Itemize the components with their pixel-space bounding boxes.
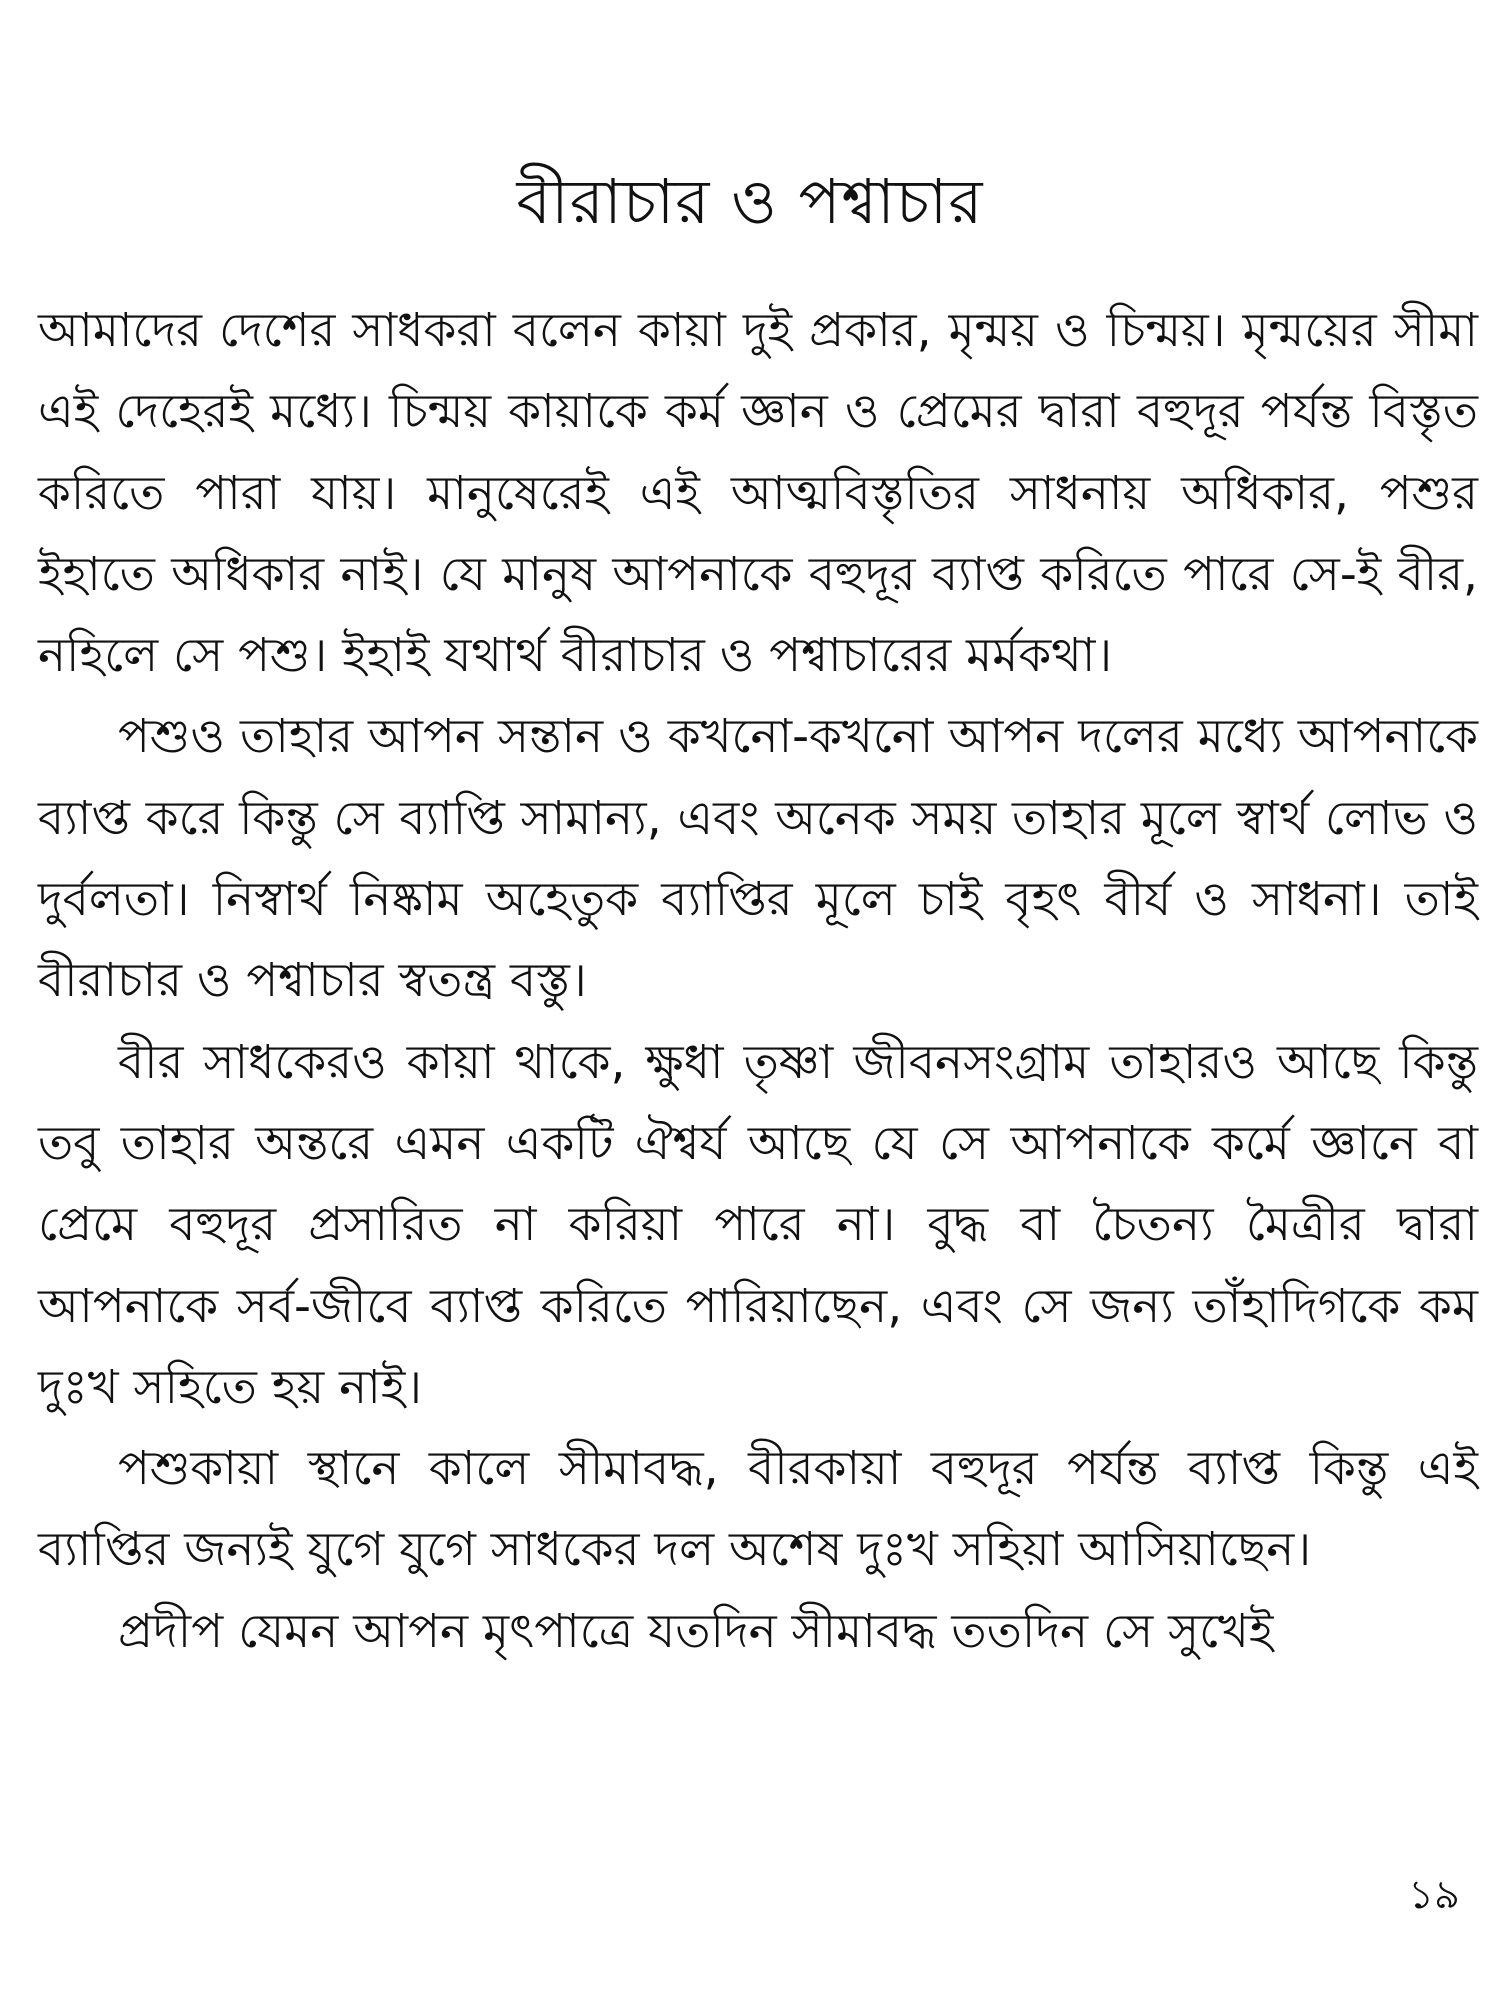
paragraph-1: আমাদের দেশের সাধকরা বলেন কায়া দুই প্রকার, মৃন্ময় ও চিন্ময়। মৃন্ময়ের সীমা এই দেহেরই মধ্যে। চিন্ময় কায়াকে কর্ম জ্ঞান ও প্রেমের দ্বারা বহুদূর পর্যন্ত বিস্তৃত করিতে পারা যায়। মানুষেরেই এই আত্মবিস্তৃতির সাধনায় অধিকার, পশুর ইহাতে অধিকার নাই। যে মানুষ আপনাকে বহুদূর ব্যাপ্ত করিতে পারে সে-ই বীর, নহিলে সে পশু। ইহাই যথার্থ বীরাচার ও পশ্বাচারের মর্মকথা।: [38, 303, 1478, 684]
paragraph-4: পশুকায়া স্থানে কালে সীমাবদ্ধ, বীরকায়া বহুদূর পর্যন্ত ব্যাপ্ত কিন্তু এই ব্যাপ্তির জন্যই যুগে যুগে সাধকের দল অশেষ দুঃখ সহিয়া আসিয়াছেন।: [38, 1441, 1478, 1578]
paragraph-5: প্রদীপ যেমন আপন মৃৎপাত্রে যতদিন সীমাবদ্ধ ততদিন সে সুখেই: [118, 1603, 1274, 1659]
paragraph-3: বীর সাধকেরও কায়া থাকে, ক্ষুধা তৃষ্ণা জীবনসংগ্রাম তাহারও আছে কিন্তু তবু তাহার অন্তরে এমন একটি ঐশ্বর্য আছে যে সে আপনাকে কর্মে জ্ঞানে বা প্রেমে বহুদূর প্রসারিত না করিয়া পারে না। বুদ্ধ বা চৈতন্য মৈত্রীর দ্বারা আপনাকে সর্ব-জীবে ব্যাপ্ত করিতে পারিয়াছেন, এবং সে জন্য তাঁহাদিগকে কম দুঃখ সহিতে হয় নাই।: [38, 1034, 1478, 1415]
chapter-title: বীরাচার ও পশ্বাচার: [516, 164, 984, 238]
paragraph-2: পশুও তাহার আপন সন্তান ও কখনো-কখনো আপন দলের মধ্যে আপনাকে ব্যাপ্ত করে কিন্তু সে ব্যাপ্তি সামান্য, এবং অনেক সময় তাহার মূলে স্বার্থ লোভ ও দুর্বলতা। নিস্বার্থ নিষ্কাম অহেতুক ব্যাপ্তির মূলে চাই বৃহৎ বীর্য ও সাধনা। তাই বীরাচার ও পশ্বাচার স্বতন্ত্র বস্তু।: [38, 709, 1478, 1009]
page-number: ১৯: [1408, 1872, 1460, 1918]
body-text: [38, 290, 1478, 1672]
